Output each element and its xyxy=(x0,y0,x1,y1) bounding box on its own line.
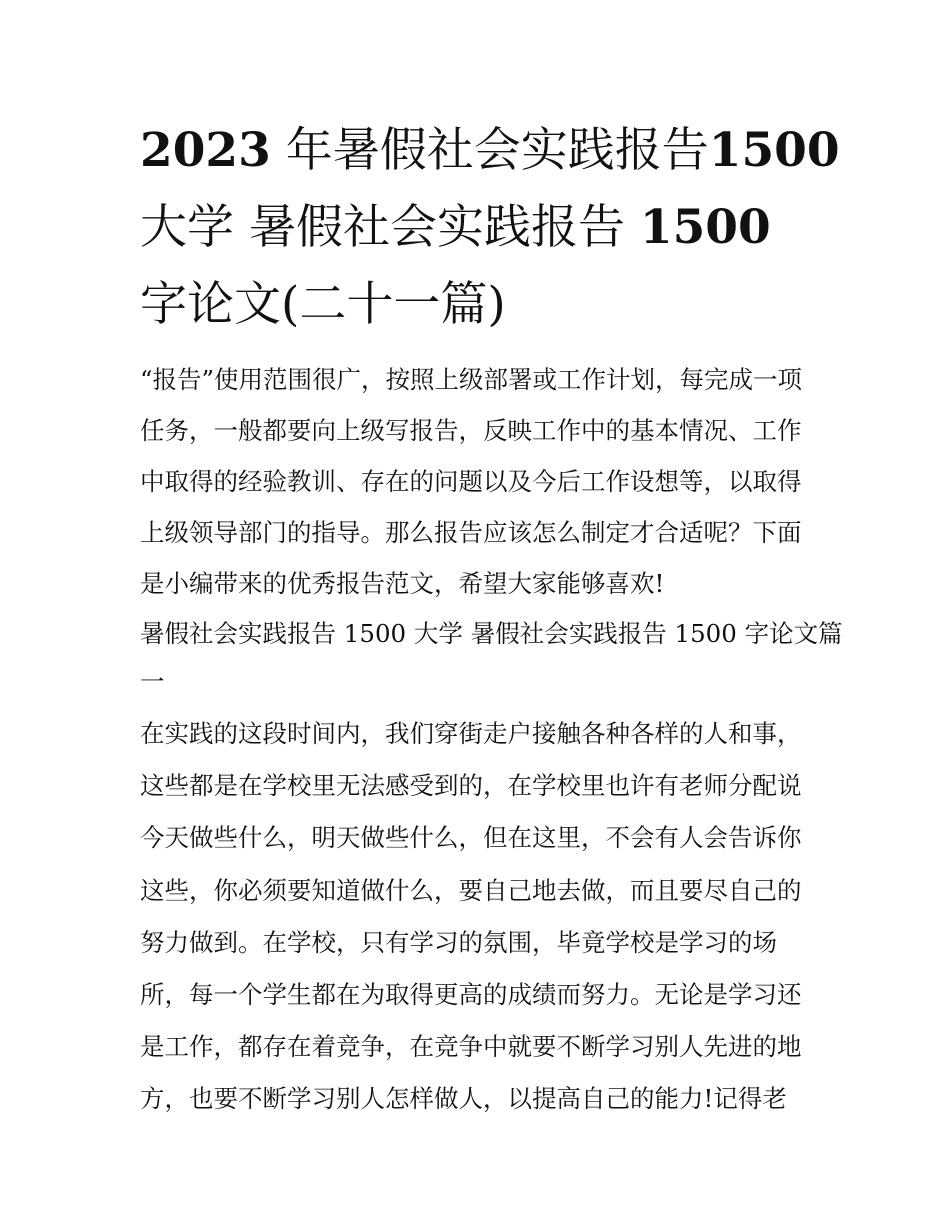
title-line-1 xyxy=(140,112,840,189)
title-year: 2023 xyxy=(140,123,271,178)
page-title xyxy=(140,112,840,343)
intro-paragraph xyxy=(140,354,820,609)
intro-line: 上级领导部门的指导。那么报告应该怎么制定才合适呢？下面 xyxy=(140,518,802,547)
intro-line: 是小编带来的优秀报告范文，希望大家能够喜欢! xyxy=(140,569,665,598)
paragraph-line: 所，每一个学生都在为取得更高的成绩而努力。无论是学习还 xyxy=(140,980,802,1010)
intro-line: “报告”使用范围很广，按照上级部署或工作计划，每完成一项 xyxy=(140,365,803,394)
paragraph-line: 今天做些什么，明天做些什么，但在这里，不会有人会告诉你 xyxy=(140,823,802,853)
intro-line: 任务，一般都要向上级写报告，反映工作中的基本情况、工作 xyxy=(140,416,802,445)
paragraph-line: 努力做到。在学校，只有学习的氛围，毕竟学校是学习的场 xyxy=(140,927,777,957)
title-text-1: 年暑假社会实践报告 xyxy=(285,123,709,178)
title-line-2 xyxy=(140,189,830,266)
section-heading xyxy=(140,610,843,706)
title-number-1: 1500 xyxy=(708,123,840,178)
section-heading-line: 一 xyxy=(140,667,165,696)
paragraph-line: 这些都是在学校里无法感受到的，在学校里也许有老师分配说 xyxy=(140,771,802,801)
title-number-2: 1500 xyxy=(639,200,771,255)
section-heading-line: 暑假社会实践报告 1500 大学 暑假社会实践报告 1500 字论文篇 xyxy=(140,619,843,648)
paragraph-line: 在实践的这段时间内，我们穿街走户接触各种各样的人和事， xyxy=(140,719,802,748)
intro-line: 中取得的经验教训、存在的问题以及今后工作设想等，以取得 xyxy=(140,467,802,496)
body-paragraph xyxy=(140,708,820,1126)
paragraph-line: 是工作，都存在着竞争，在竞争中就要不断学习别人先进的地 xyxy=(140,1032,802,1062)
paragraph-line: 这些，你必须要知道做什么，要自己地去做，而且要尽自己的 xyxy=(140,875,802,905)
title-text-2: 大学 暑假社会实践报告 xyxy=(140,200,625,255)
title-line-3: 字论文(二十一篇) xyxy=(140,277,506,332)
paragraph-line: 方，也要不断学习别人怎样做人，以提高自己的能力!记得老 xyxy=(140,1084,787,1114)
